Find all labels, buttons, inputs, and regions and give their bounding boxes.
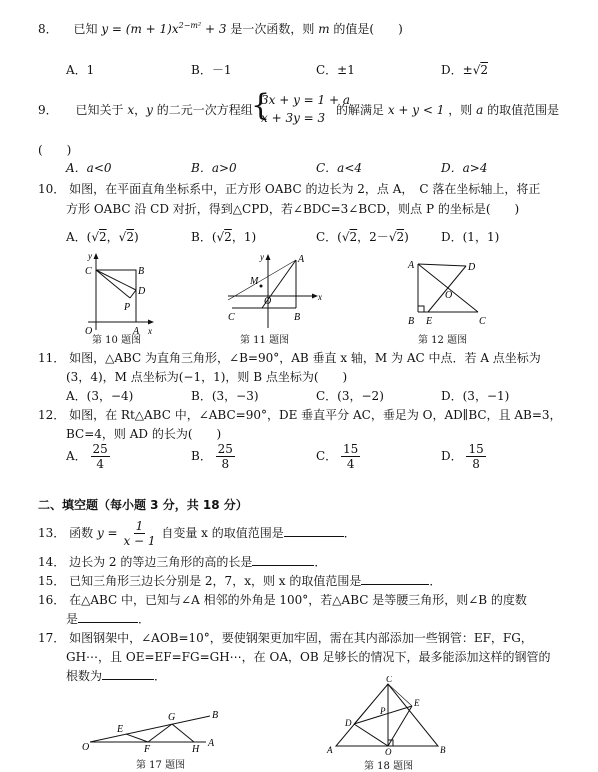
q9-option-c: C．a<4 — [316, 161, 363, 175]
fig17-label-o: O — [82, 742, 90, 752]
question-number: 8． — [38, 22, 58, 36]
fig17-caption: 第 17 题图 — [136, 760, 186, 771]
fig17-label-a: A — [208, 738, 215, 749]
fig12-label-e: E — [426, 316, 433, 327]
fig12-label-a: A — [408, 260, 415, 271]
question-10-line2: 方形 OABC 沿 CD 对折，得到△CPD，若∠BDC=3∠BCD，则点 P 的坐标是( ) — [66, 202, 520, 216]
fig12-label-c: C — [479, 316, 486, 327]
fig18-label-a: A — [327, 745, 333, 755]
answer-blank — [78, 610, 138, 623]
triangle-abc — [336, 684, 438, 746]
q10-option-a: A．(√2，√2) — [66, 230, 139, 244]
q8-option-a: A．1 — [66, 63, 95, 77]
point-m — [260, 285, 263, 288]
fig18-label-e: E — [414, 698, 420, 708]
q9-paren: ( ) — [38, 143, 72, 157]
fig11-label-o: O — [264, 296, 272, 307]
fig17-label-h: H — [192, 744, 200, 752]
q11-option-a: A．(3，−4) — [66, 389, 134, 403]
fig12-label-b: B — [408, 316, 415, 327]
fig12-label-d: D — [468, 262, 476, 273]
segment-ce — [388, 684, 412, 706]
fig10-label-d: D — [138, 286, 146, 297]
segment-ad — [418, 264, 466, 266]
fig18-label-c: C — [386, 676, 393, 684]
section-2-title: 二、填空题（每小题 3 分，共 18 分） — [38, 498, 248, 512]
question-15: 15． 已知三角形三边长分别是 2，7，x，则 x 的取值范围是 ． — [38, 574, 442, 588]
square-oabc — [96, 270, 136, 322]
question-17-line1: 17． 如图钢架中，∠AOB=10°，要使钢架更加牢固，需在其内部添加一些钢管：EF，FG， — [38, 631, 533, 645]
q12-option-a: A． $\frac{25}{4}$ — [66, 442, 108, 471]
fig11-label-c: C — [228, 312, 235, 323]
segment-ef — [126, 734, 148, 742]
figure-17 — [80, 702, 230, 752]
fraction: $\frac{1}{x - 1}$ — [123, 519, 156, 548]
fig11-caption: 第 11 题图 — [240, 335, 290, 346]
right-angle-mark — [418, 306, 424, 312]
q12-option-d: D． $\frac{15}{8}$ — [441, 442, 484, 471]
sqrt-symbol: √ — [472, 63, 481, 77]
q8-option-d: D．±√2 — [441, 63, 488, 77]
q11-option-d: D．(3，−1) — [441, 389, 510, 403]
q12-option-c: C． $\frac{15}{4}$ — [316, 442, 359, 471]
answer-blank — [102, 667, 154, 680]
q11-option-c: C．(3，−2) — [316, 389, 384, 403]
fig11-label-x: x — [318, 292, 322, 302]
segment-do — [354, 724, 388, 746]
fig17-label-f: F — [144, 744, 151, 752]
y-arrow-icon — [266, 254, 271, 260]
fig10-label-b: B — [138, 266, 145, 277]
question-8-stem: 8． 已知 $y = (m + 1)x^{2-m^2} + 3$ 是一次函数，则 m 的值是( ) — [38, 21, 403, 36]
fig12-label-o: O — [445, 290, 453, 301]
question-11-line1: 11． 如图，△ABC 为直角三角形，∠B=90°，AB 垂直 x 轴，M 为 AC 中点．若 A 点坐标为 — [38, 351, 541, 365]
fig18-label-p: P — [380, 706, 386, 716]
q10-option-d: D．(1，1) — [441, 230, 500, 244]
q12-option-b: B． $\frac{25}{8}$ — [191, 442, 233, 471]
brace-icon: { — [251, 88, 271, 123]
answer-blank — [252, 553, 314, 566]
answer-blank — [361, 572, 429, 585]
fig18-label-b: B — [440, 745, 446, 755]
question-number: 9． — [38, 103, 58, 117]
fig11-label-a: A — [298, 254, 305, 265]
segment-gh — [172, 724, 194, 742]
question-11-line2: (3，4)，M 点坐标为(−1，1)，则 B 点坐标为( ) — [66, 370, 348, 384]
fig18-caption: 第 18 题图 — [364, 761, 414, 772]
question-16-line2: 是 ． — [66, 612, 151, 626]
question-17-line2: GH⋯，且 OE=EF=FG=GH⋯，在 OA，OB 足够长的情况下，最多能添加这样的钢管的 — [66, 650, 551, 664]
fig11-label-y: y — [260, 252, 264, 262]
fig10-label-o: O — [85, 326, 93, 337]
fig11-label-b: B — [294, 312, 301, 323]
x-arrow-icon — [148, 320, 154, 325]
q10-option-c: C．(√2，2－√2) — [316, 230, 409, 244]
question-16-line1: 16． 在△ABC 中，已知与∠A 相邻的外角是 100°，若△ABC 是等腰三角形，则∠B 的度数 — [38, 593, 527, 607]
q9-option-a: A．a<0 — [66, 161, 112, 175]
fig10-label-x: x — [148, 326, 152, 336]
q10-option-b: B．(√2，1) — [191, 230, 257, 244]
answer-blank — [284, 524, 344, 537]
helper-line — [228, 260, 296, 300]
fig11-label-m: M — [250, 276, 259, 287]
question-14: 14． 边长为 2 的等边三角形的高的长是 ． — [38, 555, 327, 569]
question-9-cond: 的解满足 x + y < 1 ，则 a 的取值范围是 — [336, 103, 560, 117]
question-13: 13． 函数 y = $\frac{1}{x - 1}$ 自变量 x 的取值范围是 ． — [38, 519, 356, 548]
fig10-label-y: y — [88, 251, 92, 261]
question-12-line1: 12． 如图，在 Rt△ABC 中，∠ABC=90°，DE 垂直平分 AC，垂足为 O，AD∥BC，且 AB=3， — [38, 408, 562, 422]
figure-12 — [400, 256, 492, 330]
q8-option-c: C．±1 — [316, 63, 355, 77]
question-12-line2: BC=4，则 AD 的长为( ) — [66, 427, 222, 441]
fig18-label-o: O — [385, 747, 392, 756]
question-10-line1: 10． 如图，在平面直角坐标系中，正方形 OABC 的边长为 2，点 A， C 落在坐标轴上，将正 — [38, 182, 541, 196]
function-expression: $y = (m + 1)x^{2-m^2} + 3$ — [101, 21, 227, 36]
fig17-label-b: B — [212, 710, 219, 721]
q11-option-b: B．(3，−3) — [191, 389, 259, 403]
q9-option-b: B．a>0 — [191, 161, 237, 175]
fig10-caption: 第 10 题图 — [92, 335, 142, 346]
figure-18 — [322, 676, 452, 756]
y-arrow-icon — [94, 253, 99, 259]
fig10-label-p: P — [124, 302, 131, 313]
fig10-label-c: C — [85, 266, 92, 277]
segment-pd — [130, 290, 136, 298]
fig18-label-d: D — [345, 718, 352, 728]
question-17-line3: 根数为 ． — [66, 669, 167, 683]
q8-option-b: B．－1 — [191, 63, 232, 77]
segment-cd — [354, 684, 388, 724]
fig12-caption: 第 12 题图 — [418, 335, 468, 346]
segment-de — [428, 266, 466, 312]
question-9-stem: 9． 已知关于 x，y 的二元一次方程组 — [38, 103, 253, 117]
ray-ob — [90, 716, 210, 742]
fig17-label-g: G — [168, 712, 176, 723]
figure-11 — [222, 250, 332, 330]
fig10-label-a: A — [133, 326, 140, 337]
q9-option-d: D．a>4 — [441, 161, 488, 175]
fig17-label-e: E — [117, 724, 124, 735]
